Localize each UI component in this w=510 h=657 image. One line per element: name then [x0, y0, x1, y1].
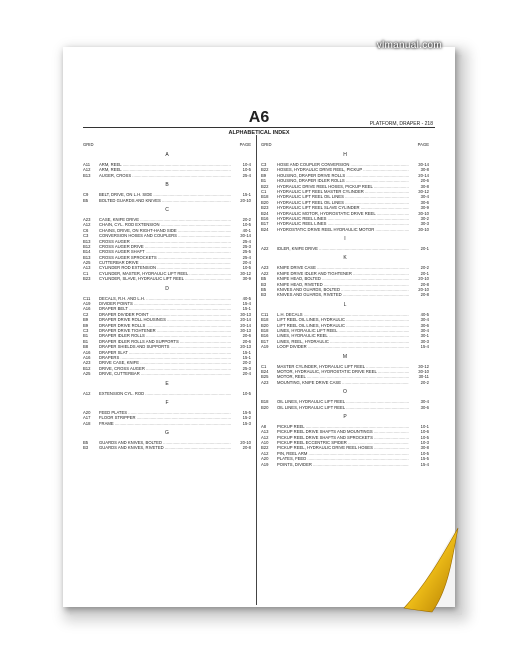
entry-page: 25-4 — [231, 173, 251, 178]
entry-description: DRAPER DRIVE ROLLS ..... — [99, 323, 231, 328]
entry-grid: B23 — [83, 276, 91, 282]
entry-page: 20-6 — [231, 339, 251, 344]
entry-description: PLATES, FEED ..... — [277, 456, 409, 461]
entry-page: 15-1 — [231, 355, 251, 360]
entry-grid: C3 — [261, 162, 267, 167]
index-entry — [83, 391, 251, 396]
section-letter: D — [165, 285, 169, 292]
entry-page: 40-1 — [231, 228, 251, 233]
index-entry — [261, 462, 429, 467]
column-divider — [256, 135, 257, 605]
entry-page: 30-14 — [231, 233, 251, 238]
entry-grid: B14 — [83, 249, 91, 255]
entry-page: 30-3 — [409, 339, 429, 344]
entry-page: 20-14 — [231, 323, 251, 328]
entry-grid: B22 — [261, 445, 269, 451]
entry-grid: A16 — [83, 349, 91, 355]
entry-description: HYDRAULIC LIFT REEL OIL LINES ..... — [277, 200, 409, 205]
entry-grid: C6 — [83, 227, 89, 233]
entry-page: 25-3 — [231, 366, 251, 371]
entry-description: CUTTERBAR DRIVE ..... — [99, 260, 231, 265]
entry-grid: B5 — [83, 197, 89, 203]
entry-description: DRAPER DRIVE ROLL HOUSINGS ..... — [99, 317, 231, 322]
entry-grid: C2 — [83, 311, 89, 317]
entry-description: BOLTED GUARDS AND KNIVES ..... — [99, 198, 231, 203]
entry-page: 20-8 — [409, 292, 429, 297]
page-label: PAGE — [417, 142, 429, 147]
entry-grid: B8 — [83, 344, 89, 350]
entry-grid: B5 — [261, 276, 267, 282]
entry-grid: B13 — [83, 254, 91, 260]
entry-grid: B18 — [261, 194, 269, 200]
entry-description: CYLINDER, MASTER, HYDRAULIC LIFT REEL ..... — [99, 271, 231, 276]
entry-page: 30-12 — [409, 364, 429, 369]
entry-page: 30-14 — [409, 162, 429, 167]
section-letter: H — [343, 152, 347, 158]
entry-page: 20-14 — [231, 317, 251, 322]
entry-grid: B5 — [83, 440, 89, 446]
entry-description: FEED PLATES ..... — [99, 410, 231, 415]
header-rule — [83, 127, 435, 128]
entry-description: KNIFE DRIVE IDLER AND TIGHTENER ..... — [277, 271, 409, 276]
column-header — [261, 142, 429, 148]
entry-page: 10-5 — [231, 222, 251, 227]
entry-description: DRAPER DIVIDER POINT ..... — [99, 312, 231, 317]
entry-grid: C1 — [261, 363, 267, 369]
entry-description: LINES, REEL, HYDRAULIC ..... — [277, 339, 409, 344]
entry-page: 30-8 — [409, 184, 429, 189]
entry-page: 20-10 — [231, 198, 251, 203]
entry-grid: A19 — [261, 461, 269, 467]
entry-grid: B22 — [261, 183, 269, 189]
entry-page: 20-6 — [231, 333, 251, 338]
entry-description: L.H. DECALS ..... — [277, 312, 409, 317]
entry-description: DRIVE CASE, KNIFE ..... — [99, 360, 231, 365]
entry-description: CROSS AUGER DRIVE ..... — [99, 244, 231, 249]
entry-page: 30-12 — [231, 271, 251, 276]
entry-grid: A12 — [261, 434, 269, 440]
entry-page: 30-10 — [409, 211, 429, 216]
entry-description: DRAPER IDLER ROLLS ..... — [99, 333, 231, 338]
entry-description: DRAPERS ..... — [99, 355, 231, 360]
entry-description: HYDROSTATIC DRIVE REEL HYDRAULIC MOTOR ..... — [277, 227, 409, 232]
entry-grid: B3 — [261, 281, 267, 287]
entry-grid: B22 — [261, 167, 269, 173]
entry-page: 10-1 — [409, 424, 429, 429]
entry-page: 30-13 — [231, 328, 251, 333]
entry-description: HYDRAULIC REEL LINES ..... — [277, 216, 409, 221]
entry-description: PICKUP REEL ..... — [277, 424, 409, 429]
entry-page: 15-1 — [231, 350, 251, 355]
entry-description: BELT, DRIVE, ON L.H. SIDE ..... — [99, 192, 231, 197]
entry-page: 10-5 — [409, 451, 429, 456]
entry-page: 30-8 — [409, 167, 429, 172]
entry-description: LOOP DIVIDER ..... — [277, 344, 409, 349]
page-subtitle: PLATFORM, DRAPER - 218 — [369, 121, 433, 127]
entry-grid: B20 — [261, 322, 269, 328]
entry-page: 25-5 — [231, 249, 251, 254]
entry-description: HYDRAULIC MOTOR, HYDROSTATIC DRIVE REEL ..... — [277, 211, 409, 216]
entry-grid: B1 — [261, 178, 267, 184]
entry-page: 30-9 — [409, 205, 429, 210]
entry-description: FLOOR STRIPPER ..... — [99, 415, 231, 420]
entry-page: 30-8 — [409, 445, 429, 450]
entry-page: 30-13 — [231, 312, 251, 317]
entry-description: DRAPER BELT ..... — [99, 306, 231, 311]
entry-grid: B25 — [261, 374, 269, 380]
entry-description: CROSS AUGER ..... — [99, 239, 231, 244]
entry-description: EXTENSION CYL. ROD ..... — [99, 391, 231, 396]
entry-page: 10-5 — [231, 167, 251, 172]
entry-page: 20-10 — [231, 440, 251, 445]
entry-grid: A12 — [83, 222, 91, 228]
entry-grid: C3 — [83, 327, 89, 333]
entry-grid: B13 — [83, 172, 91, 178]
entry-page: 30-11 — [409, 374, 429, 379]
entry-page: 20-10 — [409, 276, 429, 281]
entry-page: 20-8 — [231, 445, 251, 450]
index-entry — [83, 421, 251, 426]
entry-page: 30-6 — [409, 200, 429, 205]
entry-description: GUARDS AND KNIVES, BOLTED ..... — [99, 440, 231, 445]
entry-grid: A23 — [261, 379, 269, 385]
entry-page: 30-10 — [409, 369, 429, 374]
entry-description: IDLER, KNIFE DRIVE ..... — [277, 246, 409, 251]
entry-grid: C11 — [261, 311, 269, 317]
entry-grid: B18 — [261, 327, 269, 333]
entry-description: DECALS, R.H. AND L.H. ..... — [99, 296, 231, 301]
index-entry — [261, 246, 429, 251]
entry-grid: A10 — [261, 440, 269, 446]
index-entry — [83, 445, 251, 450]
entry-page: 10-5 — [409, 435, 429, 440]
entry-page: 20-2 — [231, 360, 251, 365]
index-entry — [83, 198, 251, 203]
entry-page: 30-10 — [409, 227, 429, 232]
entry-description: DRIVE, CROSS AUGER ..... — [99, 366, 231, 371]
index-title: ALPHABETICAL INDEX — [228, 130, 290, 136]
entry-description: PICKUP REEL DRIVE SHAFTS AND MOUNTINGS ..... — [277, 429, 409, 434]
entry-description: MOTOR, REEL ..... — [277, 374, 409, 379]
grid-label: GRID — [261, 142, 272, 147]
entry-description: PIN, REEL ARM ..... — [277, 451, 409, 456]
entry-page: 15-1 — [231, 192, 251, 197]
entry-description: CROSS AUGER SHAFT ..... — [99, 249, 231, 254]
index-entry — [261, 344, 429, 349]
entry-description: HYDRAULIC LIFT REEL OIL LINES ..... — [277, 194, 409, 199]
entry-page: 20-2 — [409, 265, 429, 270]
entry-description: AUGER, CROSS ..... — [99, 173, 231, 178]
entry-page: 15-5 — [409, 456, 429, 461]
entry-description: CASE, KNIFE DRIVE ..... — [99, 217, 231, 222]
entry-grid: B9 — [83, 317, 89, 323]
entry-grid: A11 — [83, 162, 91, 167]
entry-page: 15-1 — [231, 306, 251, 311]
entry-grid: B12 — [83, 243, 91, 249]
entry-page: 10-3 — [409, 440, 429, 445]
entry-page: 20-10 — [409, 287, 429, 292]
index-entry — [261, 227, 429, 232]
entry-grid: C9 — [83, 192, 89, 198]
entry-description: MOTOR, HYDRAULIC, HYDROSTATIC DRIVE REEL ..... — [277, 369, 409, 374]
entry-grid: A23 — [83, 216, 91, 222]
entry-description: HOUSING, DRAPER IDLER ROLLS ..... — [277, 178, 409, 183]
entry-description: PICKUP REEL ECCENTRIC SPIDER ..... — [277, 440, 409, 445]
index-entry — [83, 371, 251, 376]
entry-page: 30-6 — [409, 405, 429, 410]
entry-grid: A19 — [83, 301, 91, 307]
entry-description: OIL LINES, HYDRAULIC LIFT REEL ..... — [277, 405, 409, 410]
entry-page: 20-14 — [409, 173, 429, 178]
entry-page: 10-4 — [231, 162, 251, 167]
entry-page: 15-2 — [231, 415, 251, 420]
entry-page: 10-5 — [231, 265, 251, 270]
index-entry — [261, 405, 429, 410]
entry-grid: C11 — [83, 295, 91, 301]
entry-page: 15-5 — [231, 410, 251, 415]
entry-page: 20-8 — [409, 282, 429, 287]
entry-description: CYLINDER, SLAVE, HYDRAULIC LIFT REEL ..... — [99, 276, 231, 281]
entry-page: 20-4 — [231, 260, 251, 265]
entry-page: 30-1 — [409, 333, 429, 338]
entry-grid: B24 — [261, 226, 269, 232]
entry-page: 30-12 — [409, 189, 429, 194]
entry-page: 20-4 — [231, 371, 251, 376]
entry-grid: B1 — [83, 338, 89, 344]
entry-page: 25-4 — [231, 255, 251, 260]
entry-grid: B3 — [83, 445, 89, 451]
entry-grid: A8 — [261, 423, 267, 429]
entry-description: DIVIDER POINTS ..... — [99, 301, 231, 306]
entry-page: 15-4 — [231, 301, 251, 306]
entry-grid: B5 — [261, 287, 267, 293]
entry-page: 20-13 — [231, 344, 251, 349]
entry-description: ARM, REEL ..... — [99, 162, 231, 167]
entry-description: DRIVE, CUTTERBAR ..... — [99, 371, 231, 376]
entry-description: HYDRAULIC LIFT REEL MASTER CYLINDER ..... — [277, 189, 409, 194]
entry-description: GUARDS AND KNIVES, RIVETED ..... — [99, 445, 231, 450]
entry-description: KNIVES AND GUARDS, BOLTED ..... — [277, 287, 409, 292]
entry-description: LINES, HYDRAULIC REEL ..... — [277, 333, 409, 338]
entry-page: 15-4 — [409, 344, 429, 349]
entry-grid: A20 — [83, 409, 91, 415]
entry-page: 15-4 — [409, 462, 429, 467]
entry-description: CYLINDER ROD EXTENSION ..... — [99, 265, 231, 270]
document-page — [63, 47, 455, 607]
entry-grid: A23 — [261, 265, 269, 271]
entry-page: 30-4 — [409, 317, 429, 322]
entry-grid: A12 — [83, 167, 91, 173]
section-letter: A — [165, 152, 169, 158]
entry-description: PICKUP REEL DRIVE SHAFTS AND SPROCKETS ..... — [277, 435, 409, 440]
entry-description: DRAPER SLAT ..... — [99, 350, 231, 355]
entry-page: 30-2 — [409, 216, 429, 221]
entry-grid: B12 — [83, 365, 91, 371]
index-entry — [261, 380, 429, 385]
section-letter: K — [343, 255, 347, 262]
entry-page: 30-9 — [231, 276, 251, 281]
entry-page: 25-4 — [231, 239, 251, 244]
entry-grid: A20 — [261, 456, 269, 462]
entry-grid: A16 — [83, 354, 91, 360]
column-header — [83, 142, 251, 148]
entry-page: 40-5 — [231, 296, 251, 301]
entry-description: KNIFE DRIVE CASE ..... — [277, 265, 409, 270]
entry-grid: B1 — [83, 333, 89, 339]
entry-grid: A13 — [83, 265, 91, 271]
index-entry — [261, 292, 429, 297]
entry-grid: B17 — [261, 221, 269, 227]
index-entry — [83, 173, 251, 178]
entry-page: 30-6 — [409, 323, 429, 328]
entry-grid: B20 — [261, 404, 269, 410]
entry-page: 30-4 — [409, 328, 429, 333]
entry-grid: C3 — [83, 233, 89, 239]
entry-grid: A16 — [83, 306, 91, 312]
entry-grid: C1 — [83, 270, 89, 276]
index-column-right — [261, 142, 429, 467]
section-letter: B — [165, 182, 169, 189]
section-letter: G — [165, 430, 169, 437]
entry-description: FRAME ..... — [99, 421, 231, 426]
entry-description: HYDRAULIC DRIVE REEL HOSES, PICKUP REEL ..... — [277, 184, 409, 189]
entry-description: CHAINS, DRIVE, ON RIGHT-HAND SIDE ..... — [99, 228, 231, 233]
entry-description: KNIVES AND GUARDS, RIVETED ..... — [277, 292, 409, 297]
page-label: PAGE — [239, 142, 251, 147]
entry-page: 25-3 — [231, 244, 251, 249]
section-letter: P — [343, 413, 347, 420]
entry-description: HYDRAULIC LIFT REEL SLAVE CYLINDER ..... — [277, 205, 409, 210]
entry-grid: A25 — [83, 260, 91, 266]
watermark: vlmanual.com — [376, 40, 442, 51]
entry-grid: B9 — [261, 172, 267, 178]
entry-description: ARM, REEL ..... — [99, 167, 231, 172]
page-title: A6 — [248, 109, 270, 126]
entry-grid: C1 — [261, 188, 267, 194]
index-column-left — [83, 142, 251, 451]
section-letter: O — [343, 389, 347, 396]
entry-description: POINTS, DIVIDER ..... — [277, 462, 409, 467]
entry-page: 40-5 — [409, 312, 429, 317]
entry-description: HOUSING, DRAPER DRIVE ROLLS ..... — [277, 173, 409, 178]
section-letter: C — [165, 206, 169, 213]
entry-description: LIFT REEL OIL LINES, HYDRAULIC ..... — [277, 317, 409, 322]
section-letter: L — [343, 301, 347, 308]
entry-grid: B24 — [261, 210, 269, 216]
entry-description: DRAPER IDLER ROLLS AND SUPPORTS ..... — [99, 339, 231, 344]
entry-description: KNIFE HEAD, BOLTED ..... — [277, 276, 409, 281]
entry-grid: A12 — [83, 390, 91, 396]
section-letter: E — [165, 380, 169, 387]
entry-description: KNIFE HEAD, RIVETED ..... — [277, 282, 409, 287]
entry-description: HYDRAULIC REEL LINES ..... — [277, 221, 409, 226]
entry-grid: A22 — [261, 270, 269, 276]
section-letter: I — [344, 236, 346, 243]
entry-description: HOSE AND COUPLER CONVERSION ..... — [277, 162, 409, 167]
entry-grid: A23 — [83, 360, 91, 366]
entry-description: DRAPER SHIELDS AND SUPPORTS ..... — [99, 344, 231, 349]
entry-grid: A18 — [83, 420, 91, 426]
entry-grid: A13 — [261, 429, 269, 435]
entry-description: CHAIN, CYL. ROD EXTENSION ..... — [99, 222, 231, 227]
entry-page: 30-4 — [409, 194, 429, 199]
entry-grid: A22 — [261, 246, 269, 252]
entry-grid: B18 — [261, 399, 269, 405]
entry-description: PICKUP REEL, HYDRAULIC DRIVE REEL HOSES ..... — [277, 445, 409, 450]
entry-grid: B16 — [261, 215, 269, 221]
entry-description: DRAPER DRIVE TIGHTENER ..... — [99, 328, 231, 333]
entry-grid: B20 — [261, 199, 269, 205]
entry-description: LIFT REEL OIL LINES, HYDRAULIC ..... — [277, 323, 409, 328]
grid-label: GRID — [83, 142, 94, 147]
entry-grid: B24 — [261, 368, 269, 374]
entry-description: CONVERSION HOSES AND COUPLERS ..... — [99, 233, 231, 238]
entry-grid: B3 — [261, 292, 267, 298]
entry-grid: B16 — [261, 333, 269, 339]
entry-description: MASTER CYLINDER, HYDRAULIC LIFT REEL ..... — [277, 364, 409, 369]
entry-grid: A12 — [261, 450, 269, 456]
entry-page: 15-3 — [231, 421, 251, 426]
entry-description: LINES, HYDRAULIC LIFT REEL ..... — [277, 328, 409, 333]
entry-grid: B18 — [261, 317, 269, 323]
entry-grid: B13 — [83, 238, 91, 244]
section-letter: M — [342, 353, 348, 360]
entry-grid: B23 — [261, 205, 269, 211]
entry-grid: B17 — [261, 338, 269, 344]
section-letter: F — [165, 399, 169, 406]
entry-page: 30-4 — [409, 399, 429, 404]
entry-page: 20-6 — [409, 178, 429, 183]
entry-page: 10-6 — [409, 429, 429, 434]
index-entry — [83, 276, 251, 281]
entry-description: OIL LINES, HYDRAULIC LIFT REEL ..... — [277, 399, 409, 404]
entry-page: 20-2 — [231, 217, 251, 222]
entry-grid: A19 — [261, 344, 269, 350]
entry-description: MOUNTING, KNIFE DRIVE CASE ..... — [277, 380, 409, 385]
entry-grid: A17 — [83, 415, 91, 421]
entry-description: HOSES, HYDRAULIC DRIVE REEL, PICKUP ..... — [277, 167, 409, 172]
entry-grid: B9 — [83, 322, 89, 328]
entry-page: 10-5 — [231, 391, 251, 396]
entry-page: 20-2 — [409, 380, 429, 385]
entry-description: CROSS AUGER SPROCKETS ..... — [99, 255, 231, 260]
entry-page: 30-3 — [409, 221, 429, 226]
entry-page: 20-1 — [409, 246, 429, 251]
entry-grid: A25 — [83, 371, 91, 377]
entry-page: 20-1 — [409, 271, 429, 276]
